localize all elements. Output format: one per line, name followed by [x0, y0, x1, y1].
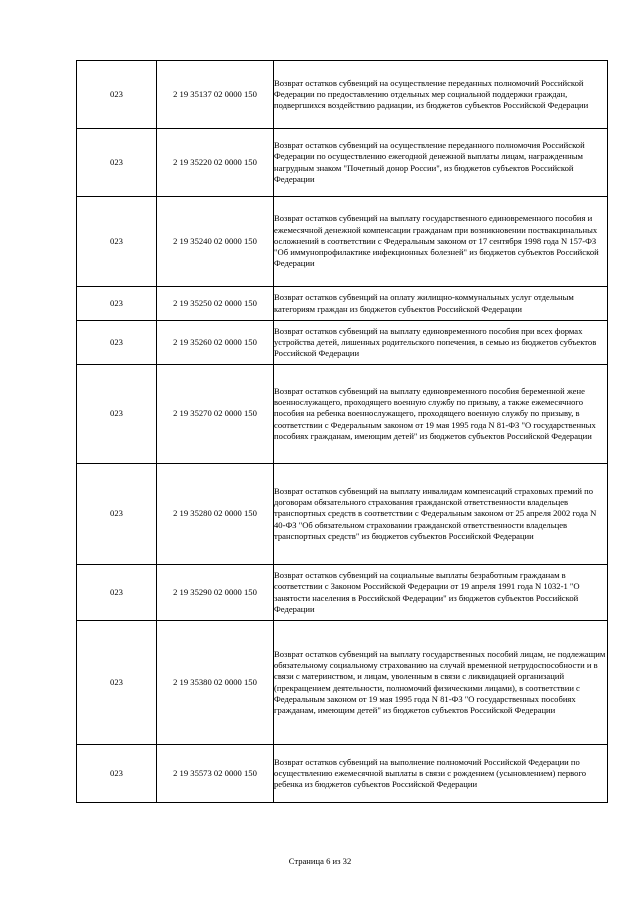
description-cell: Возврат остатков субвенций на осуществление переданного полномочия Российской Федерации по осуществлению ежегодной денежной выплаты лицам, награжденным нагрудным знаком "Почетный донор России", из бюджетов субъектов Российской Федерации — [274, 129, 608, 197]
description-cell: Возврат остатков субвенций на выполнение полномочий Российской Федерации по осуществлению ежемесячной выплаты в связи с рождением (усыновлением) первого ребенка из бюджетов субъектов Российской Федерации — [274, 745, 608, 803]
admin-code-cell: 023 — [77, 287, 157, 321]
table-row — [77, 621, 608, 745]
budget-codes-table — [76, 60, 608, 803]
table-row — [77, 197, 608, 287]
admin-code-cell: 023 — [77, 197, 157, 287]
description-cell: Возврат остатков субвенций на выплату инвалидам компенсаций страховых премий по договорам обязательного страхования гражданской ответственности владельцев транспортных средств в соответствии с Федеральным законом от 25 апреля 2002 года N 40-ФЗ "Об обязательном страховании гражданской ответственности владельцев транспортных средств" из бюджетов субъектов Российской Федерации — [274, 464, 608, 565]
admin-code-cell: 023 — [77, 61, 157, 129]
budget-code-cell: 2 19 35280 02 0000 150 — [157, 464, 274, 565]
admin-code-cell: 023 — [77, 565, 157, 621]
table-body — [77, 61, 608, 803]
budget-code-cell: 2 19 35220 02 0000 150 — [157, 129, 274, 197]
description-cell: Возврат остатков субвенций на выплату единовременного пособия беременной жене военнослужащего, проходящего военную службу по призыву, а также ежемесячного пособия на ребенка военнослужащего, проходящего военную службу по призыву, в соответствии с Федеральным законом от 19 мая 1995 года N 81-ФЗ "О государственных пособиях гражданам, имеющим детей" из бюджетов субъектов Российской Федерации — [274, 365, 608, 464]
table-row — [77, 745, 608, 803]
admin-code-cell: 023 — [77, 129, 157, 197]
admin-code-cell: 023 — [77, 464, 157, 565]
table-row — [77, 61, 608, 129]
admin-code-cell: 023 — [77, 321, 157, 365]
table-row — [77, 365, 608, 464]
description-cell: Возврат остатков субвенций на выплату единовременного пособия при всех формах устройства детей, лишенных родительского попечения, в семью из бюджетов субъектов Российской Федерации — [274, 321, 608, 365]
admin-code-cell: 023 — [77, 365, 157, 464]
budget-code-cell: 2 19 35380 02 0000 150 — [157, 621, 274, 745]
admin-code-cell: 023 — [77, 621, 157, 745]
budget-code-cell: 2 19 35240 02 0000 150 — [157, 197, 274, 287]
description-cell: Возврат остатков субвенций на оплату жилищно-коммунальных услуг отдельным категориям граждан из бюджетов субъектов Российской Федерации — [274, 287, 608, 321]
table-row — [77, 129, 608, 197]
admin-code-cell: 023 — [77, 745, 157, 803]
budget-code-cell: 2 19 35290 02 0000 150 — [157, 565, 274, 621]
description-cell: Возврат остатков субвенций на выплату государственного единовременного пособия и ежемесячной денежной компенсации гражданам при возникновении поствакцинальных осложнений в соответствии с Федеральным законом от 17 сентября 1998 года N 157-ФЗ "Об иммунопрофилактике инфекционных болезней" из бюджетов субъектов Российской Федерации — [274, 197, 608, 287]
page-number-footer: Страница 6 из 32 — [288, 856, 352, 866]
description-cell: Возврат остатков субвенций на социальные выплаты безработным гражданам в соответствии с Законом Российской Федерации от 19 апреля 1991 года N 1032-1 "О занятости населения в Российской Федерации" из бюджетов субъектов Российской Федерации — [274, 565, 608, 621]
budget-code-cell: 2 19 35573 02 0000 150 — [157, 745, 274, 803]
budget-code-cell: 2 19 35137 02 0000 150 — [157, 61, 274, 129]
budget-code-cell: 2 19 35260 02 0000 150 — [157, 321, 274, 365]
budget-code-cell: 2 19 35270 02 0000 150 — [157, 365, 274, 464]
description-cell: Возврат остатков субвенций на выплату государственных пособий лицам, не подлежащим обязательному социальному страхованию на случай временной нетрудоспособности и в связи с материнством, и лицам, уволенным в связи с ликвидацией организаций (прекращением деятельности, полномочий физическими лицами), в соответствии с Федеральным законом от 19 мая 1995 года N 81-ФЗ "О государственных пособиях гражданам, имеющим детей" из бюджетов субъектов Российской Федерации — [274, 621, 608, 745]
table-row — [77, 565, 608, 621]
budget-code-cell: 2 19 35250 02 0000 150 — [157, 287, 274, 321]
table-row — [77, 287, 608, 321]
table-row — [77, 464, 608, 565]
table-row — [77, 321, 608, 365]
description-cell: Возврат остатков субвенций на осуществление переданных полномочий Российской Федерации по предоставлению отдельных мер социальной поддержки граждан, подвергшихся воздействию радиации, из бюджетов субъектов Российской Федерации — [274, 61, 608, 129]
